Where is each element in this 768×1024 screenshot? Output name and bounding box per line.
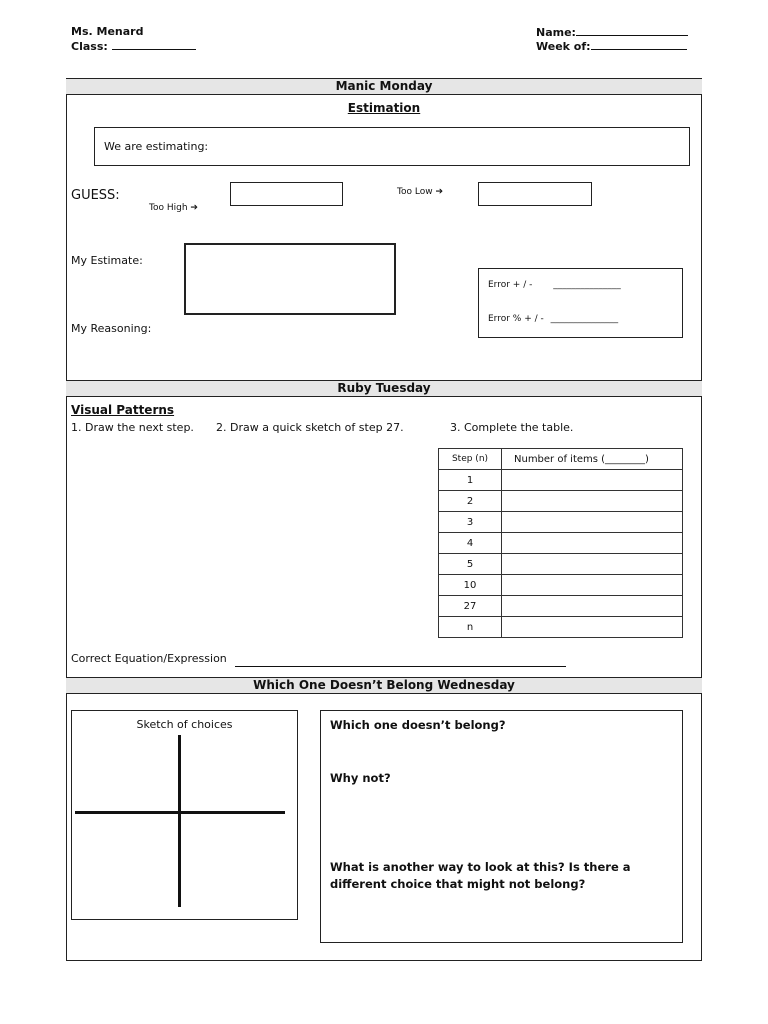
estimating-box[interactable] (94, 127, 690, 166)
estimation-title: Estimation (347, 101, 421, 115)
week-blank[interactable] (591, 39, 687, 50)
step-cell: 3 (439, 512, 502, 533)
name-field (536, 25, 688, 39)
sketch-box[interactable] (71, 710, 298, 920)
week-field (536, 39, 687, 53)
error-pct-label: Error % + / - (488, 314, 544, 324)
step-cell: 4 (439, 533, 502, 554)
equation-blank[interactable] (235, 666, 566, 667)
equation-label: Correct Equation/Expression (71, 652, 227, 665)
table-header-row (439, 449, 683, 470)
items-column-header: Number of items (________) (502, 449, 683, 470)
items-cell[interactable] (502, 470, 683, 491)
items-cell[interactable] (502, 533, 683, 554)
step-cell: 2 (439, 491, 502, 512)
items-cell[interactable] (502, 554, 683, 575)
items-cell[interactable] (502, 512, 683, 533)
tuesday-band: Ruby Tuesday (66, 380, 702, 397)
class-blank[interactable] (112, 39, 196, 50)
visual-patterns-title: Visual Patterns (71, 403, 175, 417)
right-arrow-icon: ➔ (190, 203, 198, 213)
table-row (439, 554, 683, 575)
pattern-table (438, 448, 683, 638)
table-row (439, 533, 683, 554)
step-cell: 27 (439, 596, 502, 617)
items-cell[interactable] (502, 575, 683, 596)
step-column-header: Step (n) (439, 449, 502, 470)
monday-band: Manic Monday (66, 78, 702, 95)
step3-instruction: 3. Complete the table. (450, 421, 574, 434)
vertical-divider (178, 735, 181, 907)
right-arrow-icon: ➔ (435, 187, 443, 197)
too-high-input[interactable] (230, 182, 343, 206)
estimate-box[interactable] (184, 243, 396, 315)
question-why: Why not? (330, 771, 391, 785)
table-row (439, 491, 683, 512)
error-abs-label: Error + / - (488, 280, 533, 290)
too-low-label: Too Low ➔ (397, 187, 443, 197)
class-label: Class: (71, 40, 108, 53)
error-abs-blank[interactable]: _______________ (553, 280, 621, 290)
error-box (478, 268, 683, 338)
horizontal-divider (75, 811, 285, 814)
question-another-way: What is another way to look at this? Is there a different choice that might not belong? (330, 860, 631, 891)
table-row (439, 470, 683, 491)
too-low-input[interactable] (478, 182, 592, 206)
step-cell: n (439, 617, 502, 638)
items-cell[interactable] (502, 596, 683, 617)
guess-label: GUESS: (71, 188, 120, 203)
wodb-questions-box[interactable] (320, 710, 683, 943)
table-row (439, 575, 683, 596)
step2-instruction: 2. Draw a quick sketch of step 27. (216, 421, 404, 434)
items-cell[interactable] (502, 491, 683, 512)
error-pct-blank[interactable]: _______________ (550, 314, 619, 324)
step-cell: 5 (439, 554, 502, 575)
name-label: Name: (536, 26, 576, 39)
table-row (439, 596, 683, 617)
error-pct-row (488, 314, 618, 324)
class-field (71, 39, 196, 53)
my-estimate-label: My Estimate: (71, 254, 143, 267)
too-high-label: Too High ➔ (149, 203, 198, 213)
estimating-label: We are estimating: (104, 140, 209, 153)
items-cell[interactable] (502, 617, 683, 638)
my-reasoning-label: My Reasoning: (71, 322, 152, 335)
step1-instruction: 1. Draw the next step. (71, 421, 194, 434)
question-which: Which one doesn’t belong? (330, 718, 506, 732)
table-row (439, 617, 683, 638)
error-abs-row (488, 280, 621, 290)
week-label: Week of: (536, 40, 591, 53)
sketch-label: Sketch of choices (136, 718, 233, 731)
wednesday-band: Which One Doesn’t Belong Wednesday (66, 677, 702, 694)
step-cell: 1 (439, 470, 502, 491)
step-cell: 10 (439, 575, 502, 596)
table-row (439, 512, 683, 533)
name-blank[interactable] (576, 25, 688, 36)
teacher-name: Ms. Menard (71, 25, 144, 38)
